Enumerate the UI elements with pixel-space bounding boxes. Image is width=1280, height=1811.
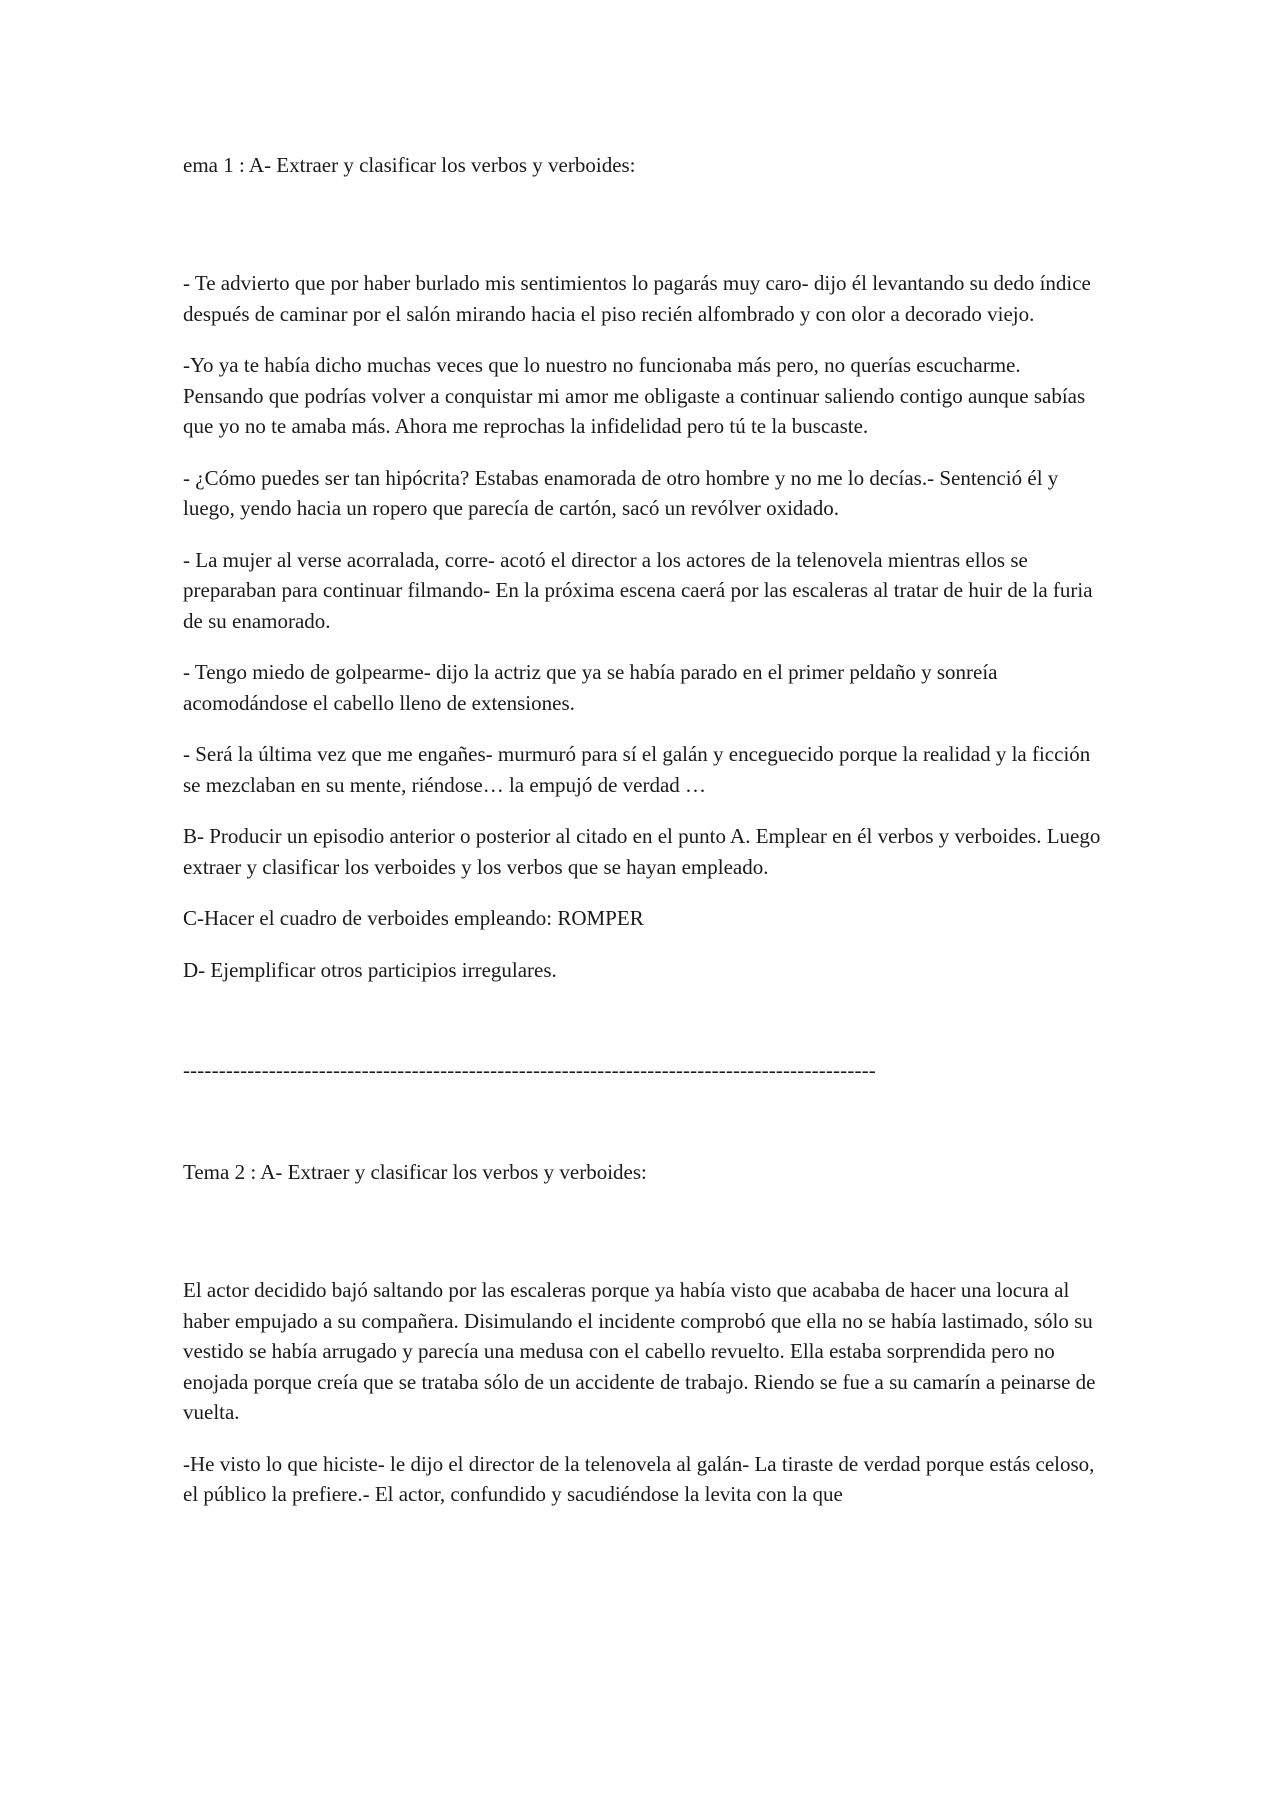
tema1-item-b: B- Producir un episodio anterior o posterior al citado en el punto A. Emplear en él verbos y verboides. Luego extraer y clasificar los verboides y los verbos que se hayan empleado. <box>183 824 1101 879</box>
tema1-heading: ema 1 : A- Extraer y clasificar los verbos y verboides: <box>183 153 636 177</box>
tema2-heading: Tema 2 : A- Extraer y clasificar los verbos y verboides: <box>183 1160 647 1184</box>
tema1-item-c: C-Hacer el cuadro de verboides empleando: ROMPER <box>183 906 644 930</box>
tema1-paragraph-4: - La mujer al verse acorralada, corre- acotó el director a los actores de la telenovela mientras ellos se preparaban para continuar filmando- En la próxima escena caerá por las escaleras al tratar de huir de la furia de su enamorado. <box>183 547 1093 633</box>
tema1-paragraph-3: - ¿Cómo puedes ser tan hipócrita? Estabas enamorada de otro hombre y no me lo decías.- Sentenció él y luego, yendo hacia un ropero que parecía de cartón, sacó un revólver oxidado. <box>183 465 1059 520</box>
tema1-paragraph-5: - Tengo miedo de golpearme- dijo la actriz que ya se había parado en el primer peldaño y sonreía acomodándose el cabello lleno de extensiones. <box>183 660 998 715</box>
tema1-paragraph-1: - Te advierto que por haber burlado mis sentimientos lo pagarás muy caro- dijo él levantando su dedo índice después de caminar por el salón mirando hacia el piso recién alfombrado y con olor a decorado viejo. <box>183 271 1091 326</box>
tema2-paragraph-2: -He visto lo que hiciste- le dijo el director de la telenovela al galán- La tiraste de verdad porque estás celoso, el público la prefiere.- El actor, confundido y sacudiéndose la levita con la que <box>183 1451 1095 1506</box>
document-page <box>183 150 1103 1510</box>
tema1-paragraph-6: - Será la última vez que me engañes- murmuró para sí el galán y enceguecido porque la realidad y la ficción se mezclaban en su mente, riéndose… la empujó de verdad … <box>183 742 1091 797</box>
tema2-paragraph-1: El actor decidido bajó saltando por las escaleras porque ya había visto que acababa de hacer una locura al haber empujado a su compañera. Disimulando el incidente comprobó que ella no se había lastimado, sólo su vestido se había arrugado y parecía una medusa con el cabello revuelto. Ella estaba sorprendida pero no enojada porque creía que se trataba sólo de un accidente de trabajo. Riendo se fue a su camarín a peinarse de vuelta. <box>183 1278 1096 1424</box>
tema1-item-d: D- Ejemplificar otros participios irregulares. <box>183 957 557 982</box>
tema1-paragraph-2: -Yo ya te había dicho muchas veces que lo nuestro no funcionaba más pero, no querías escucharme. Pensando que podrías volver a conquistar mi amor me obligaste a continuar saliendo contigo aunque sabías que yo no te amaba más. Ahora me reprochas la infidelidad pero tú te la buscaste. <box>183 353 1086 438</box>
section-divider: ------------------------------------------------------------------------------------------------- <box>183 1058 876 1082</box>
